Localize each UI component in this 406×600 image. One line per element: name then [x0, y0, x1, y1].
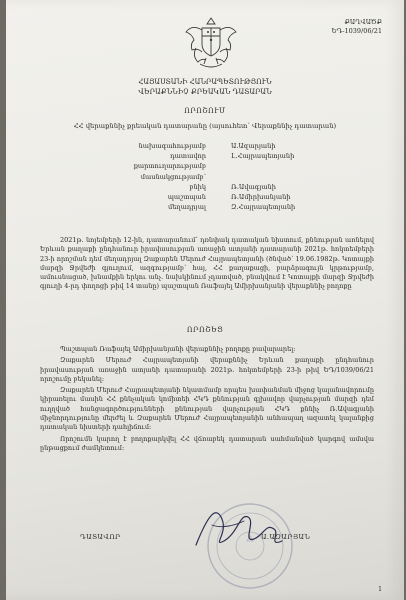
panel-names	[231, 142, 351, 213]
decision-heading: ՈՐՈՇԵՑ	[186, 326, 224, 334]
role-label: մասնակցությամբ՝	[140, 172, 206, 181]
intro-paragraph: 2021թ. նոյեմբերի 12-ին, դատարանում՝ դռնփակ դատական նիստում, քննության առնելով Երևան քաղաքի ընդհանուր իրավասության առաջին ատյանի դատարանի 2021թ. հոկտեմբերի 23-ի որոշման դեմ մեղադրյալ Զաքարեն Մերուժ Հայրապետյանի (ծնված՝ 19.06.1982թ. Կոտայքի մարզի Ջրվեժի գյուղում, ազգությամբ՝ հայ, ՀՀ քաղաքացի, բարձրագույն կրթությամբ, ամուսնացած, խնամքին երկու անչ. նախկինում չդատված, բնակվում է Կոտայքի մարզի Ջրվեժի գյուղի 4-րդ փողոցի թիվ 14 տանը) պաշտպան Ռաֆայել Ամիրխանյանի վերաքննիչ բողոքը	[40, 236, 374, 291]
participant-name: Զ.Հայրապետյանի	[231, 203, 296, 212]
decision-paragraph: Զաքարեն Մերուժ Հայրապետյանի նկատմամբ որպես խափանման միջոց կալանավորումը կիրառելու մասին ՀՀ քննչական կոմիտեի ՀԿԴ քննության գլխավոր վարչության մարզի դեմ ուղղված հանցագործությունների քննության վարչության ՀԿԴ քննիչ Ռ.Ավագյանի միջնորդությունը մերժել և Զաքարեն Մերուժ Հայրապետյանին անհապաղ ազատել կալանքից դատական նիստերի դահլիճում:	[40, 386, 374, 432]
participant-name: Ռ.Ավագյանի	[231, 182, 276, 191]
role-label: պաշտպան	[167, 192, 206, 201]
document-title: ՈՐՈՇՈՒՄ	[184, 107, 226, 115]
document-subtitle: ՀՀ վերաքննիչ քրեական դատարանը (այսուհետ՝ Վերաքննիչ դատարան)	[73, 122, 337, 130]
decision-text	[40, 345, 374, 455]
country-name: ՀԱՅԱՍՏԱՆԻ ՀԱՆՐԱՊԵՏՈՒԹՅՈՒՆ	[138, 78, 272, 86]
case-number: ԵԴ-1039/06/21	[331, 27, 382, 35]
handwritten-signature	[182, 495, 292, 565]
participant-name: Ա.Ազարյանի	[231, 142, 276, 150]
judge-title: ԴԱՏԱՎՈՐ	[80, 533, 121, 541]
participant-name: Լ.Հայրապետյանի	[231, 152, 295, 161]
coat-of-arms-icon	[182, 14, 240, 72]
intro-text	[40, 236, 374, 292]
court-name: ՎԵՐԱՔՆՆԻՉ ՔՐԵԱԿԱՆ ԴԱՏԱՐԱՆ	[138, 88, 272, 96]
document-page	[6, 0, 404, 600]
decision-paragraph: Որոշումն կարող է բողոքարկվել ՀՀ վճռաբեկ դատարան սահմանված կարգով ամսվա ընթացքում ժամկետում:	[40, 434, 374, 452]
role-label: մեղադրյալ	[168, 203, 206, 212]
role-label: նախագահությամբ	[138, 142, 206, 150]
role-label: բնիկ	[189, 182, 206, 191]
panel-roles	[116, 142, 206, 213]
decision-paragraph: Պաշտպան Ռաֆայել Ամիրխանյանի վերաքննիչ բողոքը բավարարել:	[60, 345, 296, 353]
role-label: դատավոր	[170, 152, 206, 161]
role-label: քարտուղարությամբ	[133, 162, 206, 171]
judge-name: Ա.ԱԶԱՐՅԱՆ	[261, 533, 311, 541]
page-number: 1	[378, 586, 382, 593]
participant-name	[231, 173, 351, 183]
participant-name	[231, 162, 351, 172]
participant-name: Ռ.Ամիրխանյանի	[231, 192, 291, 201]
decision-paragraph: Զաքարեն Մերուժ Հայրապետյանի վերաքննիչ Երևան քաղաքի ընդհանուր իրավասության առաջին ատյանի դատարանի 2021թ. հոկտեմբերի 23-ի թիվ ԵԴ/1039/06/21 որոշումը բեկանել:	[40, 356, 374, 383]
document-type-label: ՔԱՂՎԱԾՔ	[344, 18, 382, 26]
